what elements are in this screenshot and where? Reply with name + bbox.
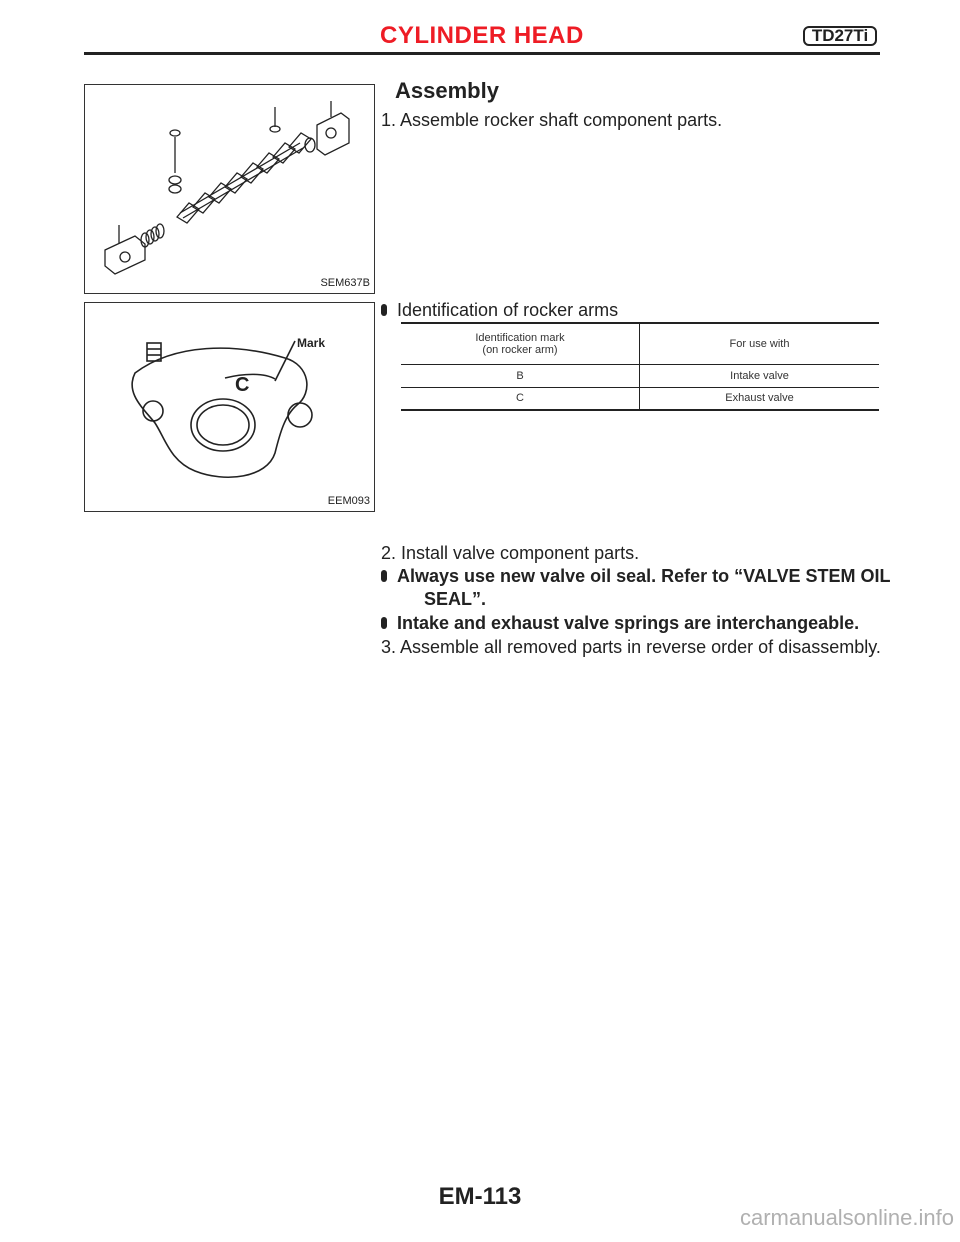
section-heading: Assembly bbox=[395, 78, 499, 103]
step-1: 1. Assemble rocker shaft component parts. bbox=[381, 110, 723, 130]
rear-bracket bbox=[317, 113, 349, 155]
table-row bbox=[401, 364, 879, 387]
page-number: EM-113 bbox=[438, 1183, 522, 1210]
table-header-mark: Identification mark (on rocker arm) bbox=[401, 323, 640, 364]
table-header-use: For use with bbox=[729, 337, 790, 350]
table-cell-mark: B bbox=[401, 364, 640, 387]
identification-table bbox=[401, 322, 879, 411]
rocker-arm-drawing bbox=[85, 303, 374, 511]
note-oil-seal-continued: SEAL”. bbox=[424, 589, 487, 609]
rocker-arm-mark-illustration bbox=[84, 302, 375, 512]
table-cell-mark: C bbox=[401, 387, 640, 410]
bullet-text: Identification of rocker arms bbox=[397, 300, 619, 320]
bullet-icon bbox=[381, 570, 387, 582]
table-header-row bbox=[401, 323, 879, 364]
front-bracket bbox=[105, 236, 145, 274]
rocker-shaft-drawing bbox=[85, 85, 374, 293]
section-title: CYLINDER HEAD bbox=[380, 22, 584, 49]
bullet-icon bbox=[381, 617, 387, 629]
rocker-arms bbox=[177, 133, 311, 223]
rocker-arm-letter: C bbox=[235, 374, 250, 396]
table-cell-use: Exhaust valve bbox=[725, 392, 794, 405]
note-oil-seal: Always use new valve oil seal. Refer to “VALVE STEM OIL bbox=[381, 566, 891, 587]
mark-callout-label: Mark bbox=[297, 336, 326, 350]
step-3: 3. Assemble all removed parts in reverse order of disassembly. bbox=[381, 637, 881, 657]
bullet-identification bbox=[381, 300, 618, 321]
figure-code: SEM637B bbox=[320, 277, 370, 289]
engine-code-badge: TD27Ti bbox=[803, 26, 877, 46]
table-cell-use: Intake valve bbox=[730, 369, 789, 382]
watermark: carmanualsonline.info bbox=[739, 1205, 954, 1230]
step-2: 2. Install valve component parts. bbox=[381, 543, 640, 563]
note-springs: Intake and exhaust valve springs are interchangeable. bbox=[381, 613, 859, 634]
header-divider bbox=[84, 52, 880, 55]
rocker-shaft-illustration bbox=[84, 84, 375, 294]
bullet-icon bbox=[381, 304, 387, 316]
figure-code: EEM093 bbox=[327, 495, 370, 507]
table-row bbox=[401, 387, 879, 410]
